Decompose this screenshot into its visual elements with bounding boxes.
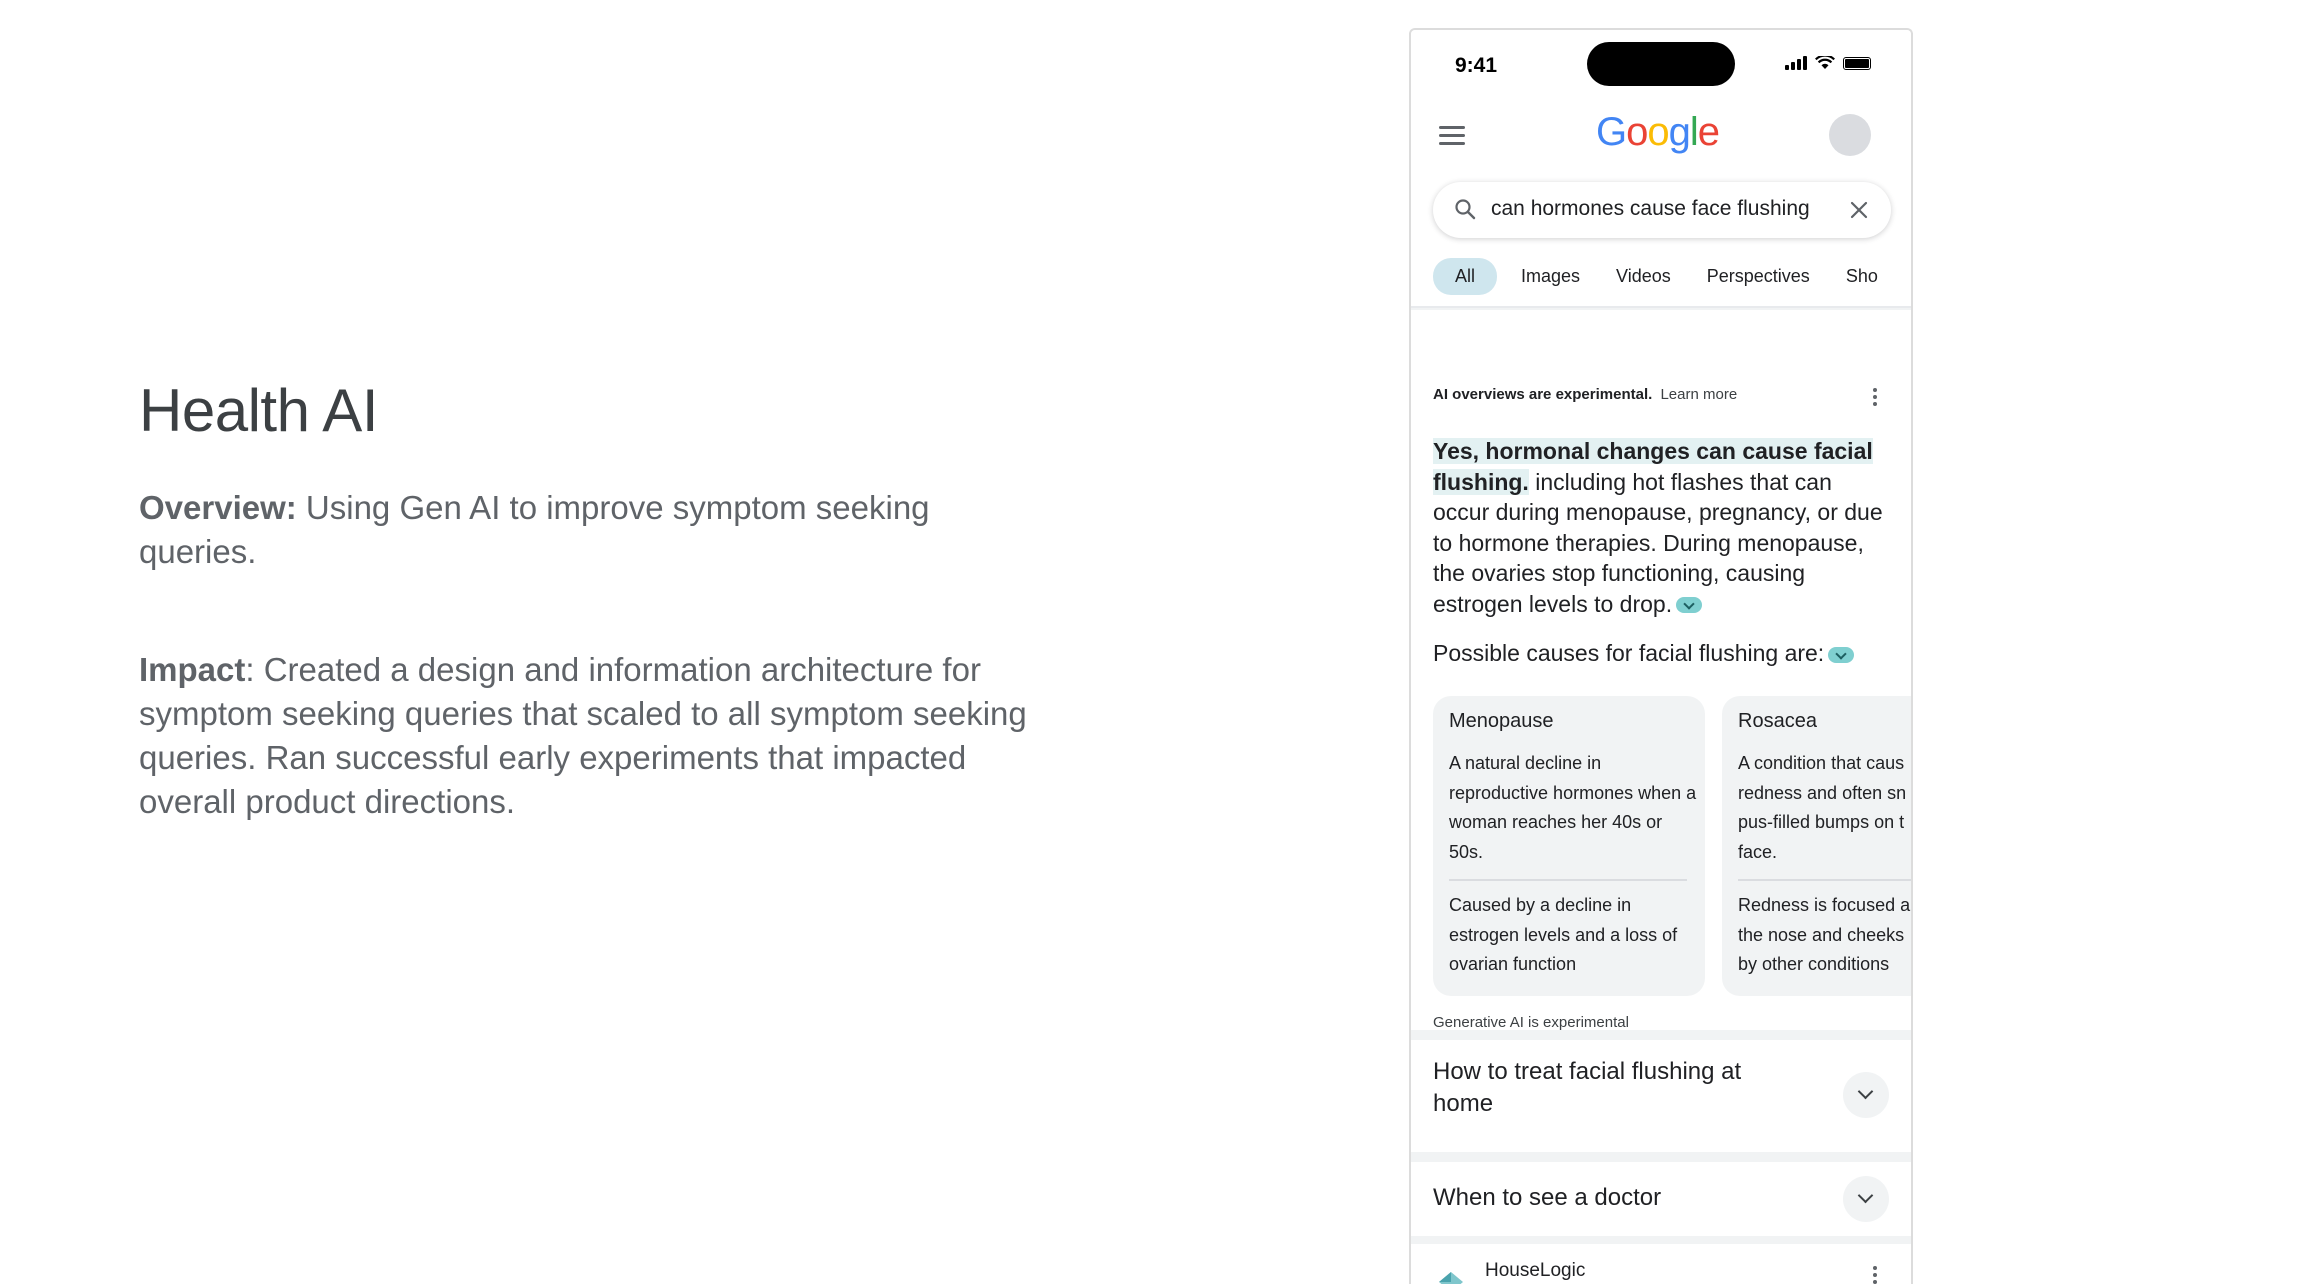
battery-icon bbox=[1843, 57, 1871, 70]
cause-description-line: pus-filled bumps on t bbox=[1738, 812, 1905, 832]
menu-icon[interactable] bbox=[1439, 126, 1465, 150]
chevron-down-icon[interactable] bbox=[1843, 1072, 1889, 1118]
logo-letter: l bbox=[1689, 110, 1698, 154]
avatar[interactable] bbox=[1829, 114, 1871, 156]
ai-overview bbox=[1411, 310, 1911, 1030]
search-tabs bbox=[1433, 258, 1890, 295]
source-name: HouseLogic bbox=[1485, 1260, 1586, 1281]
impact-paragraph bbox=[139, 648, 1039, 824]
cause-detail: Caused by a decline in estrogen levels and a loss of ovarian function bbox=[1449, 895, 1678, 974]
cause-card-rosacea[interactable] bbox=[1722, 696, 1913, 996]
logo-letter: o bbox=[1647, 110, 1669, 154]
chevron-down-icon[interactable] bbox=[1843, 1176, 1889, 1222]
tab-images[interactable]: Images bbox=[1521, 266, 1581, 286]
google-logo[interactable] bbox=[1596, 110, 1719, 155]
accordion-see-doctor[interactable] bbox=[1411, 1162, 1911, 1236]
wifi-icon bbox=[1815, 56, 1835, 70]
expand-chip-icon[interactable] bbox=[1828, 647, 1854, 663]
logo-letter: g bbox=[1668, 110, 1690, 154]
learn-more-link[interactable]: Learn more bbox=[1660, 386, 1738, 403]
generative-ai-note: Generative AI is experimental bbox=[1433, 1014, 1629, 1031]
ai-experimental-note bbox=[1433, 386, 1737, 403]
more-options-icon[interactable] bbox=[1873, 388, 1877, 409]
overview-text: Using Gen AI to improve symptom seeking queries. bbox=[139, 489, 930, 570]
tab-shopping[interactable]: Sho bbox=[1845, 266, 1878, 286]
ai-answer-highlight: Yes, hormonal changes can cause facial flushing. bbox=[1433, 438, 1873, 495]
search-box[interactable] bbox=[1433, 182, 1891, 238]
phone-mockup bbox=[1409, 28, 1913, 1284]
cause-description-line: A condition that caus bbox=[1738, 753, 1905, 773]
status-time: 9:41 bbox=[1455, 54, 1498, 77]
cause-detail bbox=[1738, 891, 1913, 980]
divider bbox=[1738, 879, 1913, 881]
causes-heading-text: Possible causes for facial flushing are: bbox=[1433, 640, 1825, 666]
logo-letter: e bbox=[1697, 110, 1720, 154]
cause-detail-line: Redness is focused a bbox=[1738, 895, 1911, 915]
cause-card-menopause[interactable] bbox=[1433, 696, 1705, 996]
expand-chip-icon[interactable] bbox=[1676, 597, 1702, 613]
more-options-icon[interactable] bbox=[1873, 1266, 1877, 1284]
houselogic-logo-icon bbox=[1437, 1266, 1465, 1284]
slide-title: Health AI bbox=[139, 377, 378, 444]
search-header bbox=[1411, 30, 1911, 308]
tab-perspectives[interactable]: Perspectives bbox=[1706, 266, 1810, 286]
cause-description: A natural decline in reproductive hormones when a woman reaches her 40s or 50s. bbox=[1449, 753, 1697, 862]
ai-answer bbox=[1433, 436, 1893, 619]
cause-description-line: face. bbox=[1738, 841, 1778, 862]
logo-letter: o bbox=[1626, 110, 1648, 154]
search-result-houselogic[interactable] bbox=[1411, 1244, 1911, 1284]
status-icons bbox=[1785, 56, 1871, 70]
search-icon bbox=[1453, 197, 1477, 221]
overview-paragraph bbox=[139, 486, 1039, 574]
causes-heading bbox=[1433, 640, 1854, 667]
impact-label: Impact bbox=[139, 651, 246, 688]
accordion-label: When to see a doctor bbox=[1433, 1184, 1662, 1211]
accordion-treat-at-home[interactable] bbox=[1411, 1040, 1911, 1152]
impact-text: : Created a design and information architecture for symptom seeking queries that scaled to all symptom seeking queries. Ran successful early experiments that impacted overall product directions. bbox=[139, 651, 1027, 820]
search-input[interactable]: can hormones cause face flushing bbox=[1491, 197, 1810, 220]
cause-detail-line: by other conditions bbox=[1738, 954, 1890, 974]
close-icon[interactable] bbox=[1847, 198, 1871, 222]
cause-title: Rosacea bbox=[1738, 710, 1817, 732]
logo-letter: G bbox=[1596, 110, 1627, 154]
signal-icon bbox=[1785, 56, 1807, 70]
tab-videos[interactable]: Videos bbox=[1616, 266, 1671, 286]
cause-title: Menopause bbox=[1449, 710, 1554, 732]
cause-description-line: redness and often sn bbox=[1738, 782, 1907, 803]
ai-note-text: AI overviews are experimental. bbox=[1433, 386, 1653, 403]
tab-all[interactable]: All bbox=[1433, 258, 1497, 295]
divider bbox=[1449, 879, 1687, 881]
dynamic-island bbox=[1587, 42, 1735, 86]
accordion-label: How to treat facial flushing at home bbox=[1433, 1058, 1742, 1117]
overview-label: Overview: bbox=[139, 489, 297, 526]
cause-detail-line: the nose and cheeks bbox=[1738, 924, 1905, 945]
cause-description bbox=[1738, 749, 1913, 867]
ai-answer-body: including hot flashes that can occur during menopause, pregnancy, or due to hormone therapies. During menopause, the ovaries stop functioning, causing estrogen levels to drop. bbox=[1433, 468, 1883, 617]
